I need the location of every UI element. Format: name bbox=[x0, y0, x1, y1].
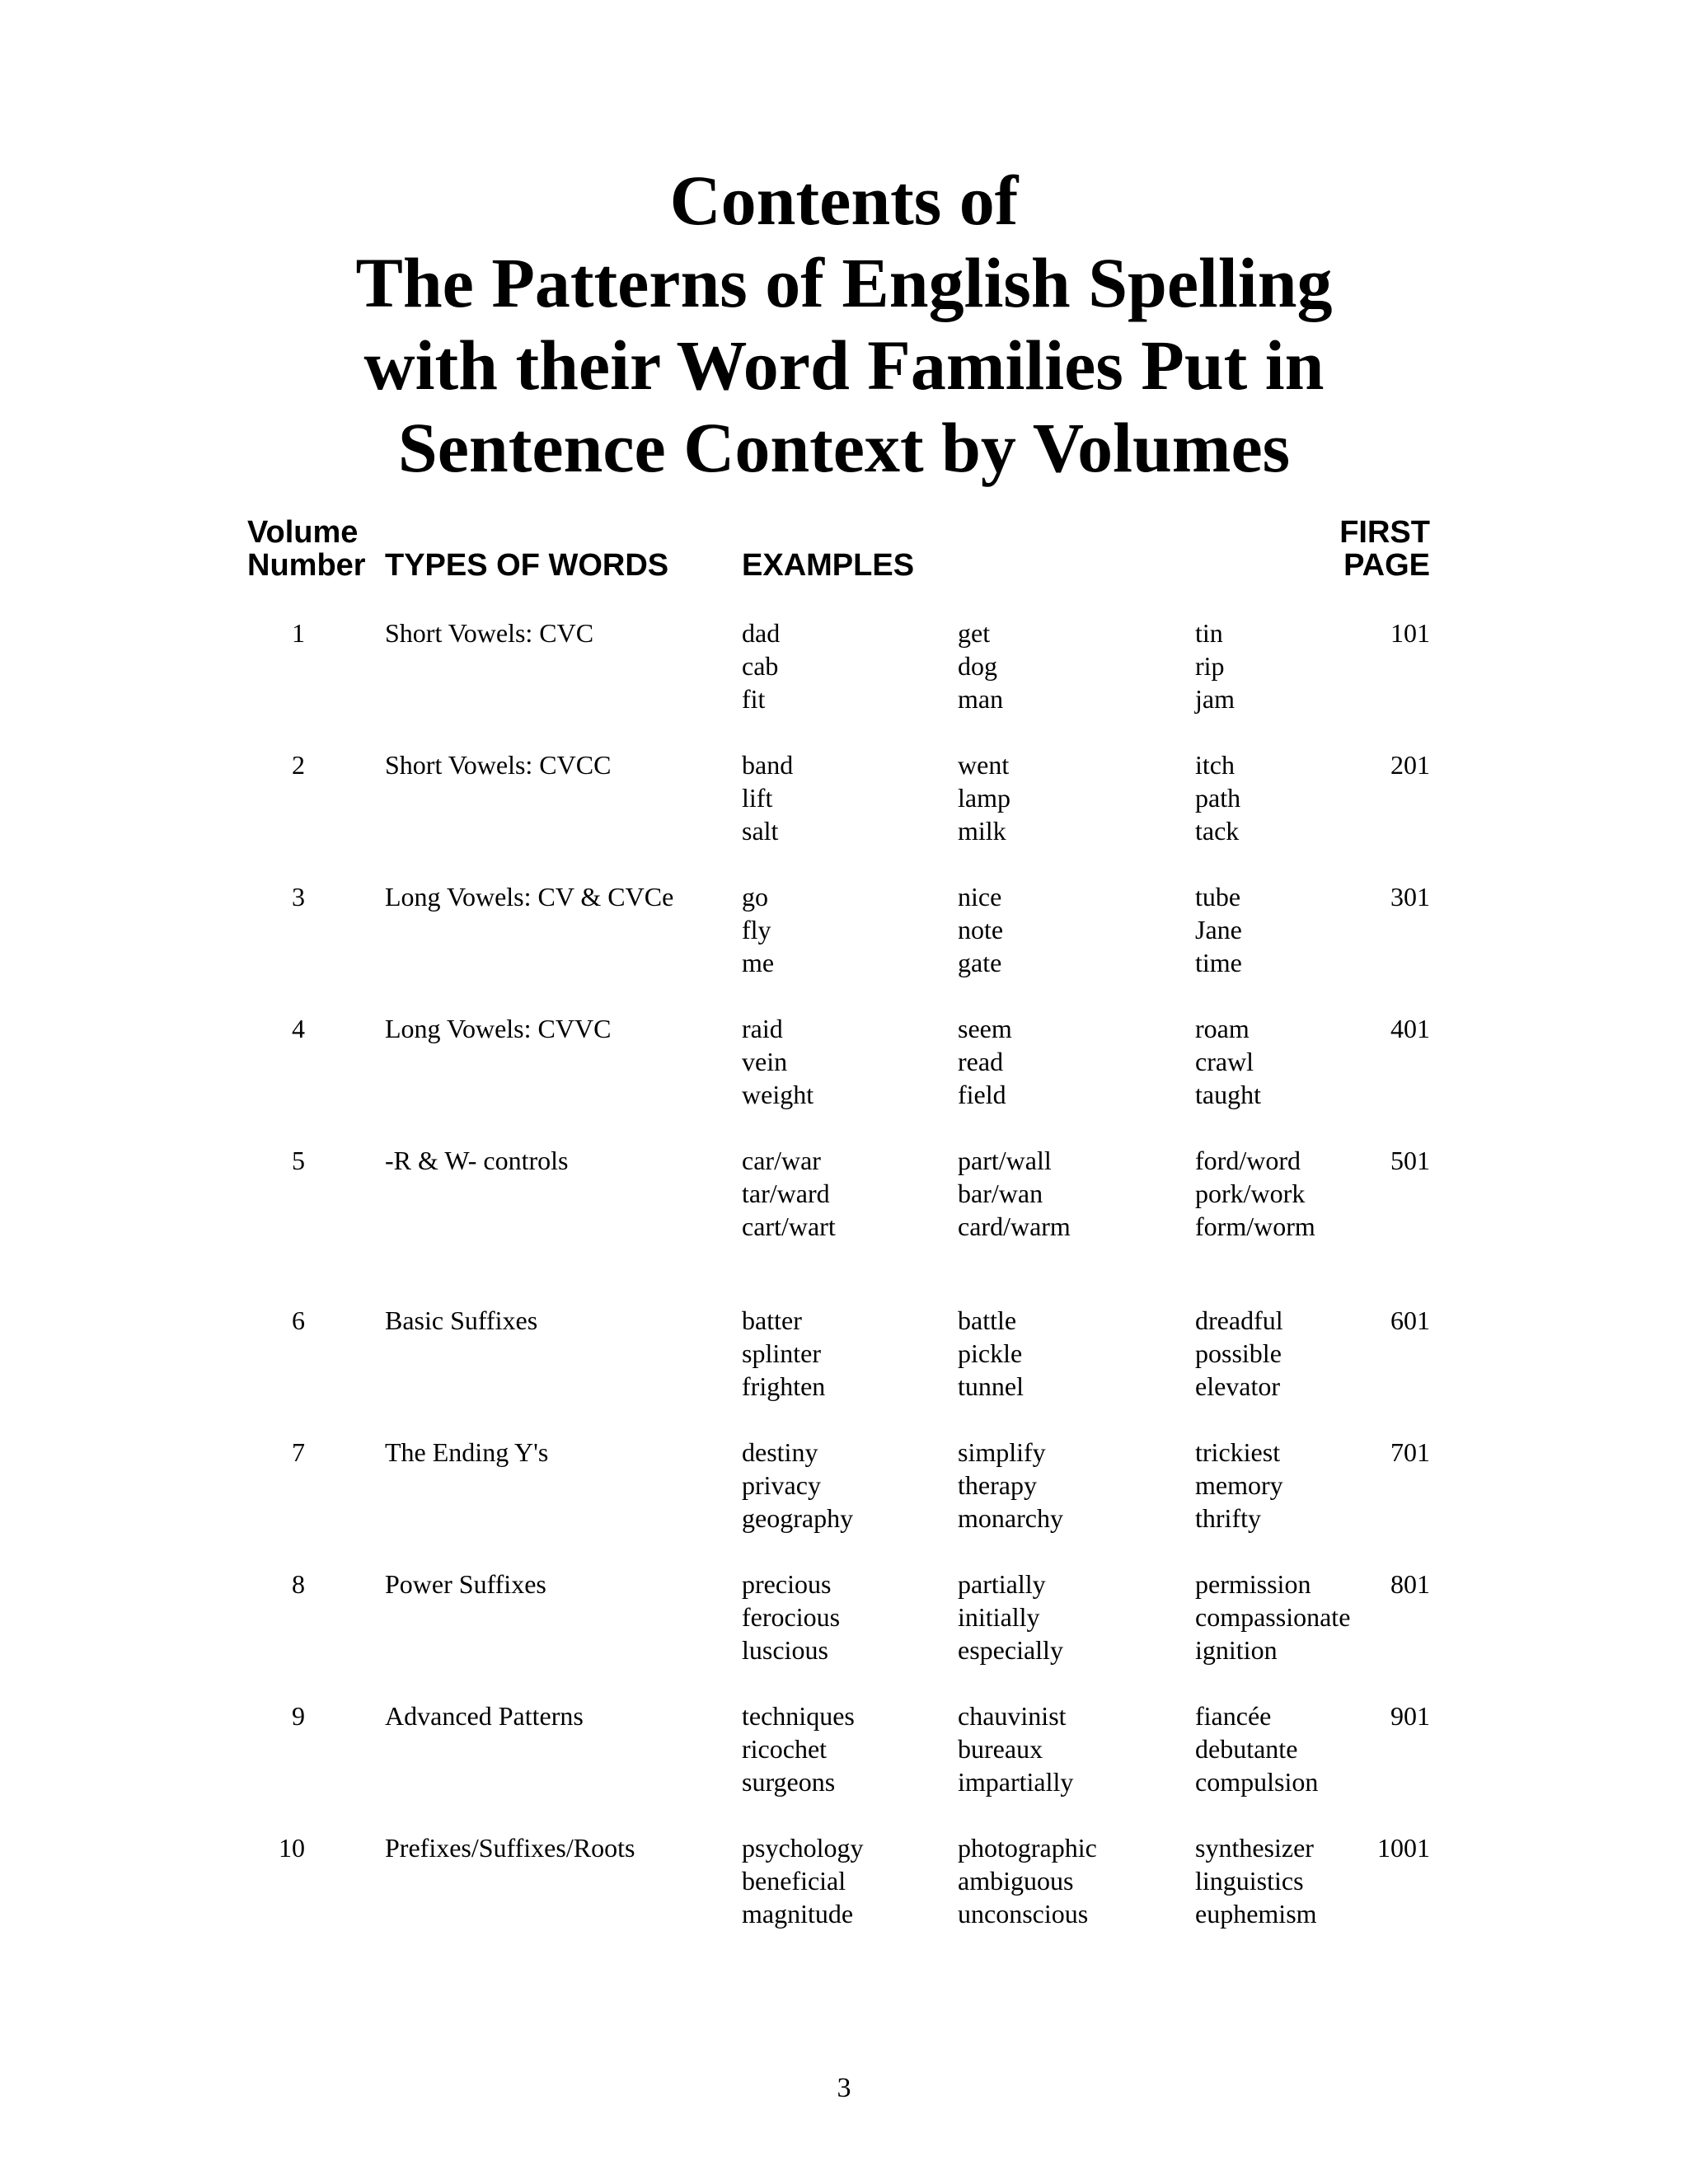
first-page-number: 901 bbox=[1390, 1701, 1430, 1731]
example-word: geography bbox=[742, 1503, 854, 1533]
volume-entry bbox=[0, 1831, 1688, 1930]
volume-number: 9 bbox=[292, 1701, 305, 1731]
volume-number: 2 bbox=[292, 750, 305, 780]
example-word: euphemism bbox=[1195, 1899, 1317, 1929]
example-word: destiny bbox=[742, 1437, 818, 1467]
example-word: milk bbox=[958, 816, 1006, 846]
word-type: Short Vowels: CVCC bbox=[385, 750, 612, 780]
volume-number: 7 bbox=[292, 1437, 305, 1467]
example-word: cart/wart bbox=[742, 1212, 836, 1241]
volume-number: 8 bbox=[292, 1569, 305, 1599]
example-word: field bbox=[958, 1080, 1006, 1109]
volume-entry bbox=[0, 1568, 1688, 1666]
example-word: ambiguous bbox=[958, 1866, 1074, 1896]
word-type: The Ending Y's bbox=[385, 1437, 549, 1467]
example-word: taught bbox=[1195, 1080, 1261, 1109]
volume-entry bbox=[0, 748, 1688, 847]
volume-number: 5 bbox=[292, 1146, 305, 1175]
example-word: fiancée bbox=[1195, 1701, 1272, 1731]
example-word: memory bbox=[1195, 1470, 1283, 1500]
first-header-line1: FIRST bbox=[1339, 515, 1430, 550]
example-word: raid bbox=[742, 1014, 783, 1043]
word-type: Long Vowels: CV & CVCe bbox=[385, 882, 674, 912]
first-page-number: 1001 bbox=[1377, 1833, 1430, 1863]
example-word: went bbox=[958, 750, 1010, 780]
example-word: dog bbox=[958, 651, 997, 681]
example-word: form/worm bbox=[1195, 1212, 1315, 1241]
page-number: 3 bbox=[837, 2073, 851, 2103]
example-word: debutante bbox=[1195, 1734, 1298, 1764]
example-word: itch bbox=[1195, 750, 1235, 780]
first-page-number: 101 bbox=[1390, 618, 1430, 648]
word-type: Advanced Patterns bbox=[385, 1701, 584, 1731]
example-word: privacy bbox=[742, 1470, 821, 1500]
example-word: nice bbox=[958, 882, 1002, 912]
volume-entry bbox=[0, 616, 1688, 715]
example-word: especially bbox=[958, 1635, 1063, 1665]
example-word: compassionate bbox=[1195, 1602, 1351, 1632]
title-line: with their Word Families Put in bbox=[363, 326, 1325, 405]
example-word: surgeons bbox=[742, 1767, 836, 1797]
example-word: cab bbox=[742, 651, 779, 681]
example-word: photographic bbox=[958, 1833, 1097, 1863]
volume-header-line1: Volume bbox=[247, 515, 359, 550]
volume-header-line2: Number bbox=[247, 548, 366, 583]
first-page-number: 801 bbox=[1390, 1569, 1430, 1599]
word-type: Long Vowels: CVVC bbox=[385, 1014, 612, 1043]
example-word: lamp bbox=[958, 783, 1010, 813]
example-word: synthesizer bbox=[1195, 1833, 1314, 1863]
word-type: Basic Suffixes bbox=[385, 1305, 538, 1335]
example-word: salt bbox=[742, 816, 779, 846]
word-type: -R & W- controls bbox=[385, 1146, 569, 1175]
types-of-words-header: TYPES OF WORDS bbox=[385, 548, 669, 583]
example-word: tube bbox=[1195, 882, 1241, 912]
example-word: battle bbox=[958, 1305, 1017, 1335]
example-word: therapy bbox=[958, 1470, 1037, 1500]
example-word: beneficial bbox=[742, 1866, 846, 1896]
example-word: tin bbox=[1195, 618, 1223, 648]
example-word: fit bbox=[742, 684, 766, 714]
first-page-number: 301 bbox=[1390, 882, 1430, 912]
example-word: compulsion bbox=[1195, 1767, 1319, 1797]
example-word: bar/wan bbox=[958, 1179, 1043, 1208]
example-word: crawl bbox=[1195, 1047, 1254, 1076]
example-word: path bbox=[1195, 783, 1241, 813]
example-word: dreadful bbox=[1195, 1305, 1283, 1335]
example-word: initially bbox=[958, 1602, 1040, 1632]
example-word: rip bbox=[1195, 651, 1225, 681]
page-title bbox=[0, 159, 1688, 489]
example-word: card/warm bbox=[958, 1212, 1071, 1241]
title-line: Sentence Context by Volumes bbox=[397, 408, 1291, 487]
volume-entry bbox=[0, 1304, 1688, 1403]
example-word: psychology bbox=[742, 1833, 864, 1863]
examples-header: EXAMPLES bbox=[742, 548, 915, 583]
first-page-number: 501 bbox=[1390, 1146, 1430, 1175]
example-word: gate bbox=[958, 948, 1002, 977]
example-word: ford/word bbox=[1195, 1146, 1301, 1175]
volume-number: 6 bbox=[292, 1305, 305, 1335]
example-word: permission bbox=[1195, 1569, 1311, 1599]
title-line: Contents of bbox=[669, 161, 1019, 240]
example-word: impartially bbox=[958, 1767, 1074, 1797]
example-word: read bbox=[958, 1047, 1004, 1076]
example-word: vein bbox=[742, 1047, 788, 1076]
example-word: tar/ward bbox=[742, 1179, 830, 1208]
first-header-line2: PAGE bbox=[1343, 548, 1430, 583]
title-line: The Patterns of English Spelling bbox=[355, 243, 1333, 322]
example-word: linguistics bbox=[1195, 1866, 1304, 1896]
first-page-number: 201 bbox=[1390, 750, 1430, 780]
example-word: lift bbox=[742, 783, 773, 813]
volume-number: 3 bbox=[292, 882, 305, 912]
volume-entry bbox=[0, 1144, 1688, 1243]
example-word: part/wall bbox=[958, 1146, 1052, 1175]
example-word: roam bbox=[1195, 1014, 1250, 1043]
volume-number: 10 bbox=[279, 1833, 305, 1863]
word-type: Prefixes/Suffixes/Roots bbox=[385, 1833, 635, 1863]
example-word: magnitude bbox=[742, 1899, 854, 1929]
example-word: car/war bbox=[742, 1146, 821, 1175]
word-type: Power Suffixes bbox=[385, 1569, 546, 1599]
example-word: bureaux bbox=[958, 1734, 1043, 1764]
volume-number: 1 bbox=[292, 618, 305, 648]
volume-entry bbox=[0, 1012, 1688, 1111]
example-word: weight bbox=[742, 1080, 814, 1109]
first-page-number: 701 bbox=[1390, 1437, 1430, 1467]
example-word: time bbox=[1195, 948, 1242, 977]
example-word: batter bbox=[742, 1305, 802, 1335]
word-type: Short Vowels: CVC bbox=[385, 618, 594, 648]
example-word: monarchy bbox=[958, 1503, 1063, 1533]
volume-number-header bbox=[247, 516, 366, 582]
example-word: me bbox=[742, 948, 775, 977]
example-word: ignition bbox=[1195, 1635, 1278, 1665]
example-word: splinter bbox=[742, 1338, 821, 1368]
example-word: pork/work bbox=[1195, 1179, 1306, 1208]
example-word: man bbox=[958, 684, 1004, 714]
example-word: ricochet bbox=[742, 1734, 828, 1764]
example-word: tack bbox=[1195, 816, 1240, 846]
example-word: simplify bbox=[958, 1437, 1046, 1467]
volume-entry bbox=[0, 880, 1688, 979]
example-word: pickle bbox=[958, 1338, 1023, 1368]
example-word: frighten bbox=[742, 1371, 826, 1401]
example-word: trickiest bbox=[1195, 1437, 1281, 1467]
first-page-number: 401 bbox=[1390, 1014, 1430, 1043]
example-word: unconscious bbox=[958, 1899, 1089, 1929]
first-page-header bbox=[1339, 516, 1430, 582]
example-word: tunnel bbox=[958, 1371, 1024, 1401]
example-word: partially bbox=[958, 1569, 1046, 1599]
first-page-number: 601 bbox=[1390, 1305, 1430, 1335]
example-word: possible bbox=[1195, 1338, 1282, 1368]
example-word: Jane bbox=[1195, 915, 1242, 944]
example-word: dad bbox=[742, 618, 781, 648]
example-word: precious bbox=[742, 1569, 832, 1599]
volume-entry bbox=[0, 1699, 1688, 1798]
example-word: chauvinist bbox=[958, 1701, 1067, 1731]
volume-number: 4 bbox=[292, 1014, 305, 1043]
example-word: seem bbox=[958, 1014, 1012, 1043]
example-word: note bbox=[958, 915, 1004, 944]
example-word: techniques bbox=[742, 1701, 855, 1731]
volume-entry bbox=[0, 1436, 1688, 1535]
example-word: ferocious bbox=[742, 1602, 841, 1632]
example-word: go bbox=[742, 882, 768, 912]
example-word: band bbox=[742, 750, 794, 780]
example-word: fly bbox=[742, 915, 771, 944]
example-word: jam bbox=[1195, 684, 1235, 714]
example-word: get bbox=[958, 618, 991, 648]
example-word: luscious bbox=[742, 1635, 828, 1665]
example-word: elevator bbox=[1195, 1371, 1281, 1401]
example-word: thrifty bbox=[1195, 1503, 1261, 1533]
